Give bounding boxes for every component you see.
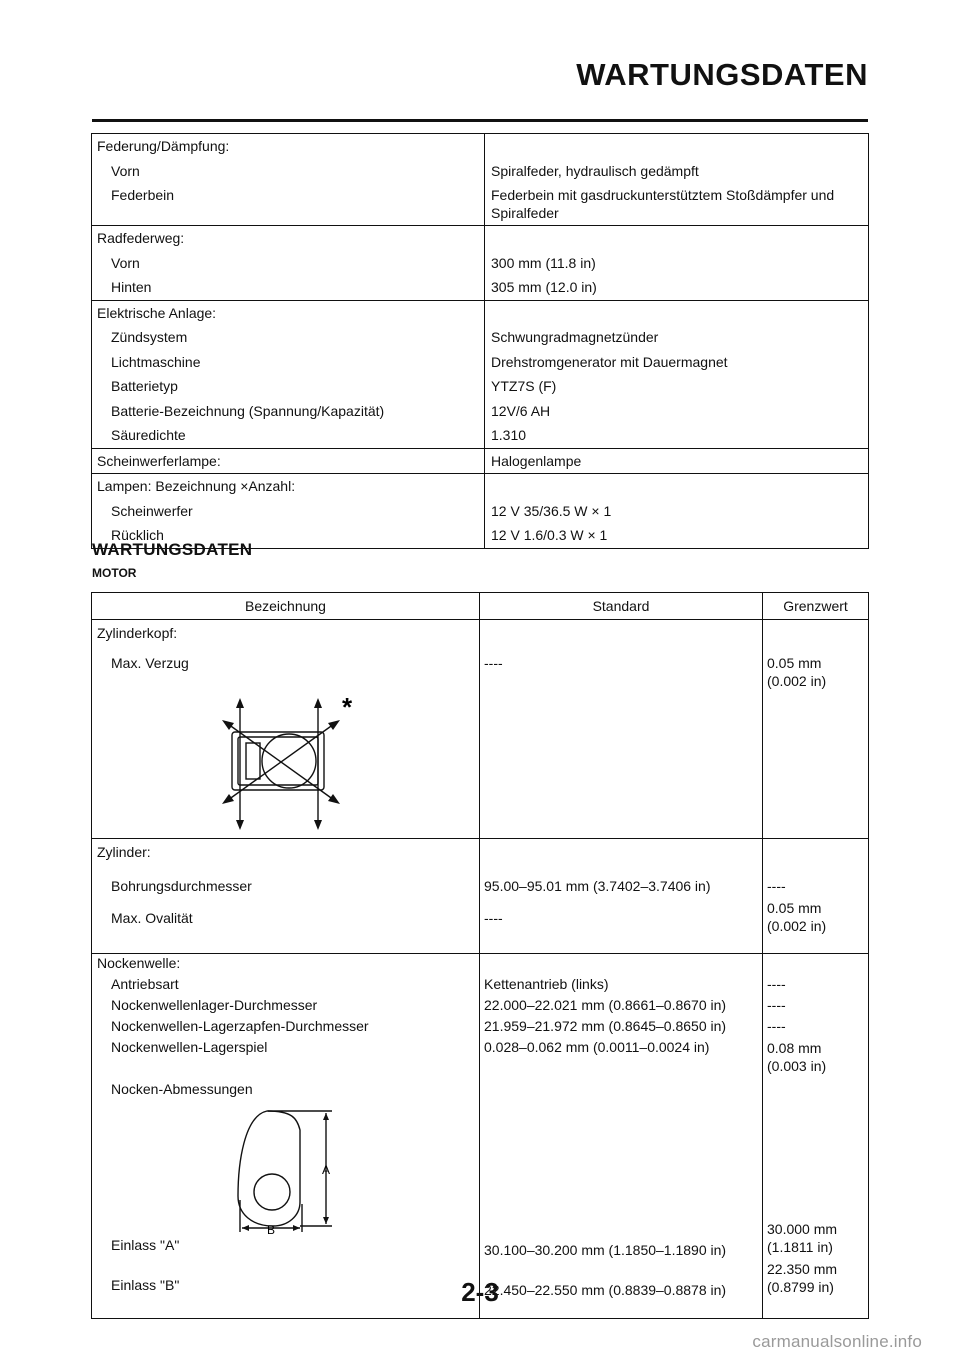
row-label: Lichtmaschine xyxy=(111,353,201,370)
row-value: Drehstromgenerator mit Dauermagnet xyxy=(491,353,728,370)
table-row xyxy=(92,399,869,424)
table-row xyxy=(92,134,869,159)
row-limit: ---- xyxy=(767,976,786,992)
row-label: Säuredichte xyxy=(111,427,186,443)
row-value: Schwungradmagnetzünder xyxy=(491,329,659,345)
row-label: Max. Verzug xyxy=(111,655,189,671)
table-row xyxy=(92,300,869,325)
row-label: Max. Ovalität xyxy=(111,910,193,926)
table-row xyxy=(92,183,869,226)
row-label: Hinten xyxy=(111,279,152,295)
table-row xyxy=(92,251,869,276)
row-label: Nocken-Abmessungen xyxy=(111,1081,253,1097)
page-header xyxy=(0,0,960,125)
row-label: Scheinwerfer xyxy=(111,502,193,519)
table-row xyxy=(92,448,869,474)
row-limit: 0.05 mm (0.002 in) xyxy=(767,900,827,934)
group-label: Elektrische Anlage: xyxy=(97,304,217,321)
row-label: Nockenwellenlager-Durchmesser xyxy=(111,997,318,1013)
row-limit: ---- xyxy=(767,997,786,1013)
row-limit: 0.08 mm (0.003 in) xyxy=(767,1040,827,1074)
row-label: Batterie-Bezeichnung (Spannung/Kapazität) xyxy=(111,402,385,419)
group-label: Radfederweg: xyxy=(97,230,185,246)
row-label: Einlass "B" xyxy=(111,1277,180,1293)
table-row xyxy=(92,325,869,350)
group-label: Zylinder: xyxy=(97,844,151,860)
row-limit: ---- xyxy=(767,1018,786,1034)
table-row xyxy=(92,499,869,524)
table-row xyxy=(92,159,869,184)
row-label: Batterietyp xyxy=(111,378,178,394)
row-value: Halogenlampe xyxy=(491,452,582,469)
header-rule xyxy=(92,119,868,122)
row-label: Antriebsart xyxy=(111,976,179,992)
row-value: Federbein mit gasdruckunterstütztem Stoßdämpfer und Spiralfeder xyxy=(491,187,835,221)
row-label: Rücklich xyxy=(111,527,164,543)
motor-table xyxy=(91,592,869,1319)
group-label: Scheinwerferlampe: xyxy=(97,452,221,469)
watermark: carmanualsonline.info xyxy=(752,1332,922,1351)
group-label: Zylinderkopf: xyxy=(97,625,178,641)
row-standard: ---- xyxy=(484,910,503,926)
table-row xyxy=(92,954,869,1319)
row-label: Federbein xyxy=(111,187,175,203)
row-value: 12 V 35/36.5 W × 1 xyxy=(491,502,612,519)
row-standard: Kettenantrieb (links) xyxy=(484,976,609,992)
row-standard: 22.450–22.550 mm (0.8839–0.8878 in) xyxy=(484,1282,727,1298)
page-title: WARTUNGSDATEN xyxy=(576,57,868,92)
row-standard: 95.00–95.01 mm (3.7402–3.7406 in) xyxy=(484,878,711,894)
row-label: Vorn xyxy=(111,254,140,271)
figure-label-b: B xyxy=(267,1223,276,1234)
table-row xyxy=(92,275,869,300)
row-value: 305 mm (12.0 in) xyxy=(491,279,597,295)
row-value: 12V/6 AH xyxy=(491,402,551,419)
figure-mark: * xyxy=(342,692,353,722)
row-value: Spiralfeder, hydraulisch gedämpft xyxy=(491,162,699,179)
table-row xyxy=(92,474,869,499)
table-row xyxy=(92,423,869,448)
row-value: 300 mm (11.8 in) xyxy=(491,254,596,271)
group-label: Lampen: Bezeichnung ×Anzahl: xyxy=(97,478,296,494)
section-subtitle: MOTOR xyxy=(92,566,137,580)
page-number: 2-3 xyxy=(461,1277,499,1307)
row-standard: 22.000–22.021 mm (0.8661–0.8670 in) xyxy=(484,997,727,1013)
row-value: YTZ7S (F) xyxy=(491,378,557,394)
row-standard: 30.100–30.200 mm (1.1850–1.1890 in) xyxy=(484,1242,727,1258)
figure-label-a: A xyxy=(322,1163,331,1177)
row-label: Zündsystem xyxy=(111,329,188,345)
row-limit: ---- xyxy=(767,878,786,894)
table-row xyxy=(92,374,869,399)
row-label: Nockenwellen-Lagerspiel xyxy=(111,1039,268,1055)
row-standard: ---- xyxy=(484,655,503,671)
cam-lobe-figure xyxy=(92,1104,478,1234)
column-header: Bezeichnung xyxy=(92,593,480,620)
table-row xyxy=(92,226,869,251)
group-label: Federung/Dämpfung: xyxy=(97,138,230,154)
section-title: WARTUNGSDATEN xyxy=(92,540,253,559)
spec-table xyxy=(91,133,869,549)
row-standard: 21.959–21.972 mm (0.8645–0.8650 in) xyxy=(484,1018,727,1034)
table-header-row xyxy=(92,593,869,620)
row-label: Bohrungsdurchmesser xyxy=(111,878,252,894)
table-row xyxy=(92,839,869,954)
group-label: Nockenwelle: xyxy=(97,955,181,971)
row-value: 12 V 1.6/0.3 W × 1 xyxy=(491,527,608,543)
row-label: Vorn xyxy=(111,162,140,179)
row-limit: 22.350 mm (0.8799 in) xyxy=(767,1261,838,1295)
row-limit: 0.05 mm (0.002 in) xyxy=(767,655,827,689)
table-row xyxy=(92,350,869,375)
cylinder-head-warp-figure xyxy=(92,688,478,838)
column-header: Standard xyxy=(480,593,763,620)
row-label: Nockenwellen-Lagerzapfen-Durchmesser xyxy=(111,1018,369,1034)
column-header: Grenzwert xyxy=(763,593,869,620)
table-row xyxy=(92,620,869,839)
row-value: 1.310 xyxy=(491,427,527,443)
row-limit: 30.000 mm (1.1811 in) xyxy=(767,1221,838,1255)
row-label: Einlass "A" xyxy=(111,1237,180,1253)
row-standard: 0.028–0.062 mm (0.0011–0.0024 in) xyxy=(484,1039,710,1055)
